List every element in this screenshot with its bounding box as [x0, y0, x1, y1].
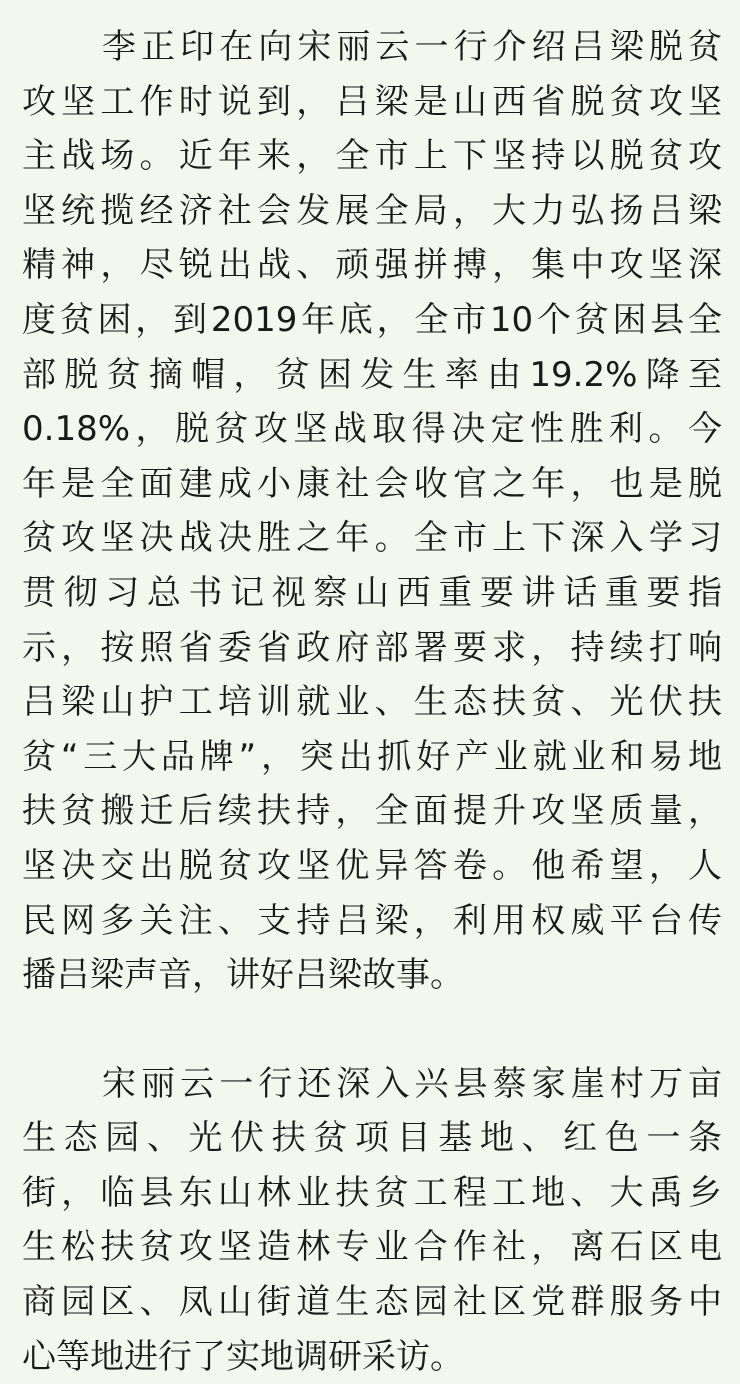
paragraph-line: 贯彻习总书记视察山西重要讲话重要指: [22, 572, 722, 613]
paragraph-line: 街，临县东山林业扶贫工程工地、大禹乡: [22, 1172, 722, 1213]
paragraph-line: 攻坚工作时说到，吕梁是山西省脱贫攻坚: [22, 81, 722, 122]
paragraph-line: 度贫困，到2019年底，全市10个贫困县全: [22, 299, 722, 340]
paragraph-line: 宋丽云一行还深入兴县蔡家崖村万亩: [102, 1063, 722, 1104]
paragraph-line: 心等地进行了实地调研采访。: [22, 1336, 464, 1377]
paragraph-line: 年是全面建成小康社会收官之年，也是脱: [22, 463, 722, 504]
paragraph-spacer: [22, 1003, 722, 1057]
paragraph-line: 吕梁山护工培训就业、生态扶贫、光伏扶: [22, 682, 722, 723]
paragraph-line: 扶贫搬迁后续扶持，全面提升攻坚质量，: [22, 791, 722, 832]
paragraph-line: 商园区、凤山街道生态园社区党群服务中: [22, 1282, 722, 1323]
paragraph-line: 李正印在向宋丽云一行介绍吕梁脱贫: [102, 27, 722, 67]
paragraph-line: 播吕梁声音，讲好吕梁故事。: [22, 955, 464, 996]
paragraph-line: 生松扶贫攻坚造林专业合作社，离石区电: [22, 1227, 722, 1268]
paragraph-line: 贫“三大品牌”，突出抓好产业就业和易地: [22, 736, 722, 777]
paragraph-2: [22, 1057, 722, 1384]
paragraph-line: 贫攻坚决战决胜之年。全市上下深入学习: [22, 518, 722, 559]
paragraph-line: 精神，尽锐出战、顽强拼搏，集中攻坚深: [22, 245, 722, 286]
paragraph-line: 民网多关注、支持吕梁，利用权威平台传: [22, 900, 722, 941]
paragraph-1: [22, 20, 722, 1003]
paragraph-line: 坚统揽经济社会发展全局，大力弘扬吕梁: [22, 190, 722, 231]
paragraph-line: 主战场。近年来，全市上下坚持以脱贫攻: [22, 136, 722, 177]
paragraph-line: 坚决交出脱贫攻坚优异答卷。他希望，人: [22, 845, 722, 886]
paragraph-line: 生态园、光伏扶贫项目基地、红色一条: [22, 1118, 722, 1159]
paragraph-line: 0.18%，脱贫攻坚战取得决定性胜利。今: [22, 409, 722, 450]
paragraph-line: 示，按照省委省政府部署要求，持续打响: [22, 627, 722, 668]
article-body: [22, 20, 722, 1384]
paragraph-line: 部脱贫摘帽，贫困发生率由19.2%降至: [22, 354, 722, 395]
